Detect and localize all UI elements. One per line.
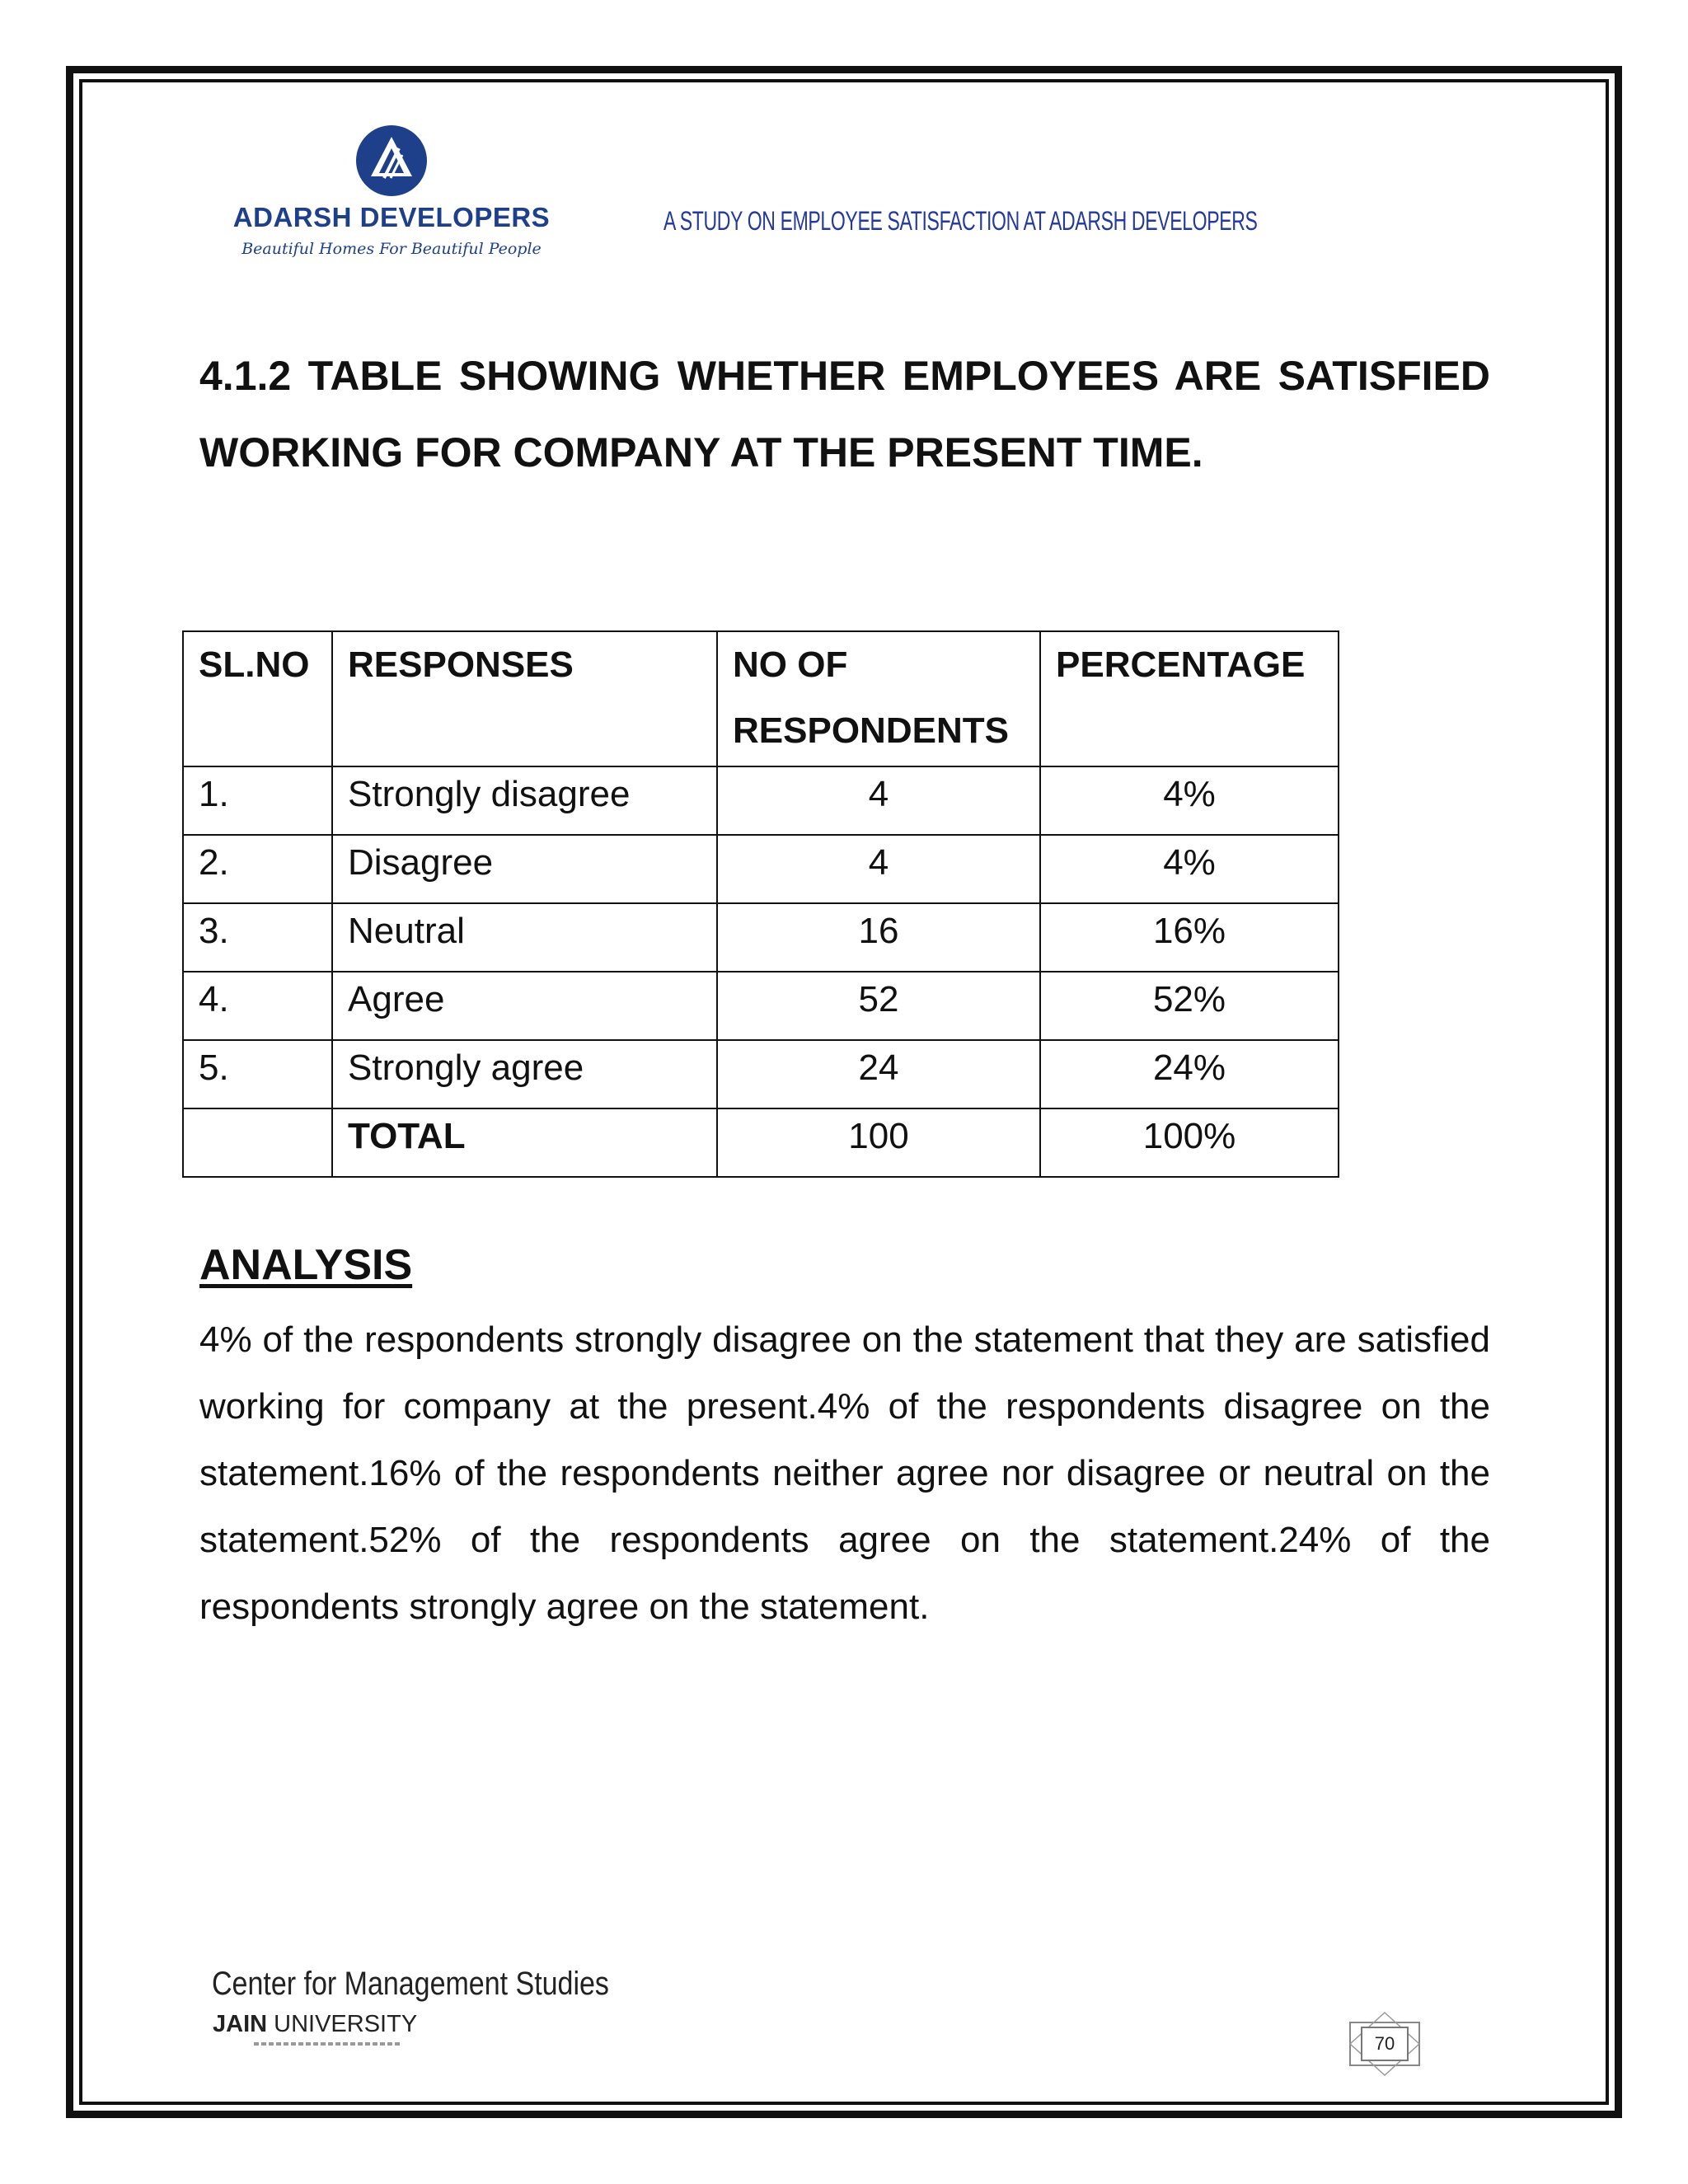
table-row — [183, 972, 1339, 1040]
header-respondents-line2: RESPONDENTS — [733, 710, 1009, 751]
cell-total-count: 100 — [717, 1108, 1040, 1177]
cell-response: Agree — [332, 972, 717, 1040]
header-percentage: PERCENTAGE — [1040, 631, 1339, 766]
footer-university-bold: JAIN — [213, 2011, 268, 2037]
cell-sl: 5. — [183, 1040, 332, 1108]
cell-count: 16 — [717, 903, 1040, 972]
header-sl-no: SL.NO — [183, 631, 332, 766]
table-row — [183, 835, 1339, 903]
cell-sl: 2. — [183, 835, 332, 903]
cell-percent: 24% — [1040, 1040, 1339, 1108]
cell-sl — [183, 1108, 332, 1177]
cell-total-percent: 100% — [1040, 1108, 1339, 1177]
cell-sl: 4. — [183, 972, 332, 1040]
cell-total-label: TOTAL — [332, 1108, 717, 1177]
logo-company-name: ADARSH DEVELOPERS — [232, 202, 551, 232]
table-total-row — [183, 1108, 1339, 1177]
cell-percent: 16% — [1040, 903, 1339, 972]
study-title: A STUDY ON EMPLOYEE SATISFACTION AT ADARSH DEVELOPERS — [663, 206, 1258, 236]
adarsh-logo-icon — [354, 124, 429, 198]
cell-percent: 4% — [1040, 766, 1339, 835]
header-no-of-respondents — [717, 631, 1040, 766]
cell-percent: 4% — [1040, 835, 1339, 903]
table-row — [183, 766, 1339, 835]
responses-table — [182, 630, 1339, 1178]
cell-percent: 52% — [1040, 972, 1339, 1040]
page-number-badge — [1343, 2011, 1426, 2077]
analysis-paragraph: 4% of the respondents strongly disagree on the statement that they are satisfied working for company at the present.4% of the respondents disagree on the statement.16% of the respondents neither agree nor disagree or neutral on the statement.52% of the respondents agree on the statement.24% of the respondents strongly agree on the statement. — [199, 1319, 1490, 1627]
page-number: 70 — [1374, 2033, 1395, 2054]
company-logo — [223, 120, 560, 268]
footer-university-rest: UNIVERSITY — [267, 2011, 418, 2037]
cell-response: Disagree — [332, 835, 717, 903]
cell-count: 4 — [717, 835, 1040, 903]
cell-response: Strongly agree — [332, 1040, 717, 1108]
logo-tagline: Beautiful Homes For Beautiful People — [241, 240, 542, 258]
cell-count: 4 — [717, 766, 1040, 835]
analysis-heading: ANALYSIS — [199, 1241, 413, 1289]
header-responses: RESPONSES — [332, 631, 717, 766]
table-header-row — [183, 631, 1339, 766]
table-row — [183, 903, 1339, 972]
table-row — [183, 1040, 1339, 1108]
footer-center-name: Center for Management Studies — [212, 1966, 609, 2002]
cell-response: Neutral — [332, 903, 717, 972]
cell-count: 52 — [717, 972, 1040, 1040]
footer-university — [213, 2011, 417, 2038]
header-respondents-line1: NO OF — [733, 644, 848, 685]
footer-fine-print — [254, 2042, 402, 2046]
cell-sl: 1. — [183, 766, 332, 835]
cell-sl: 3. — [183, 903, 332, 972]
cell-response: Strongly disagree — [332, 766, 717, 835]
cell-count: 24 — [717, 1040, 1040, 1108]
table-heading: 4.1.2 TABLE SHOWING WHETHER EMPLOYEES ARE SATISFIED WORKING FOR COMPANY AT THE PRESENT TIME. — [199, 353, 1490, 476]
